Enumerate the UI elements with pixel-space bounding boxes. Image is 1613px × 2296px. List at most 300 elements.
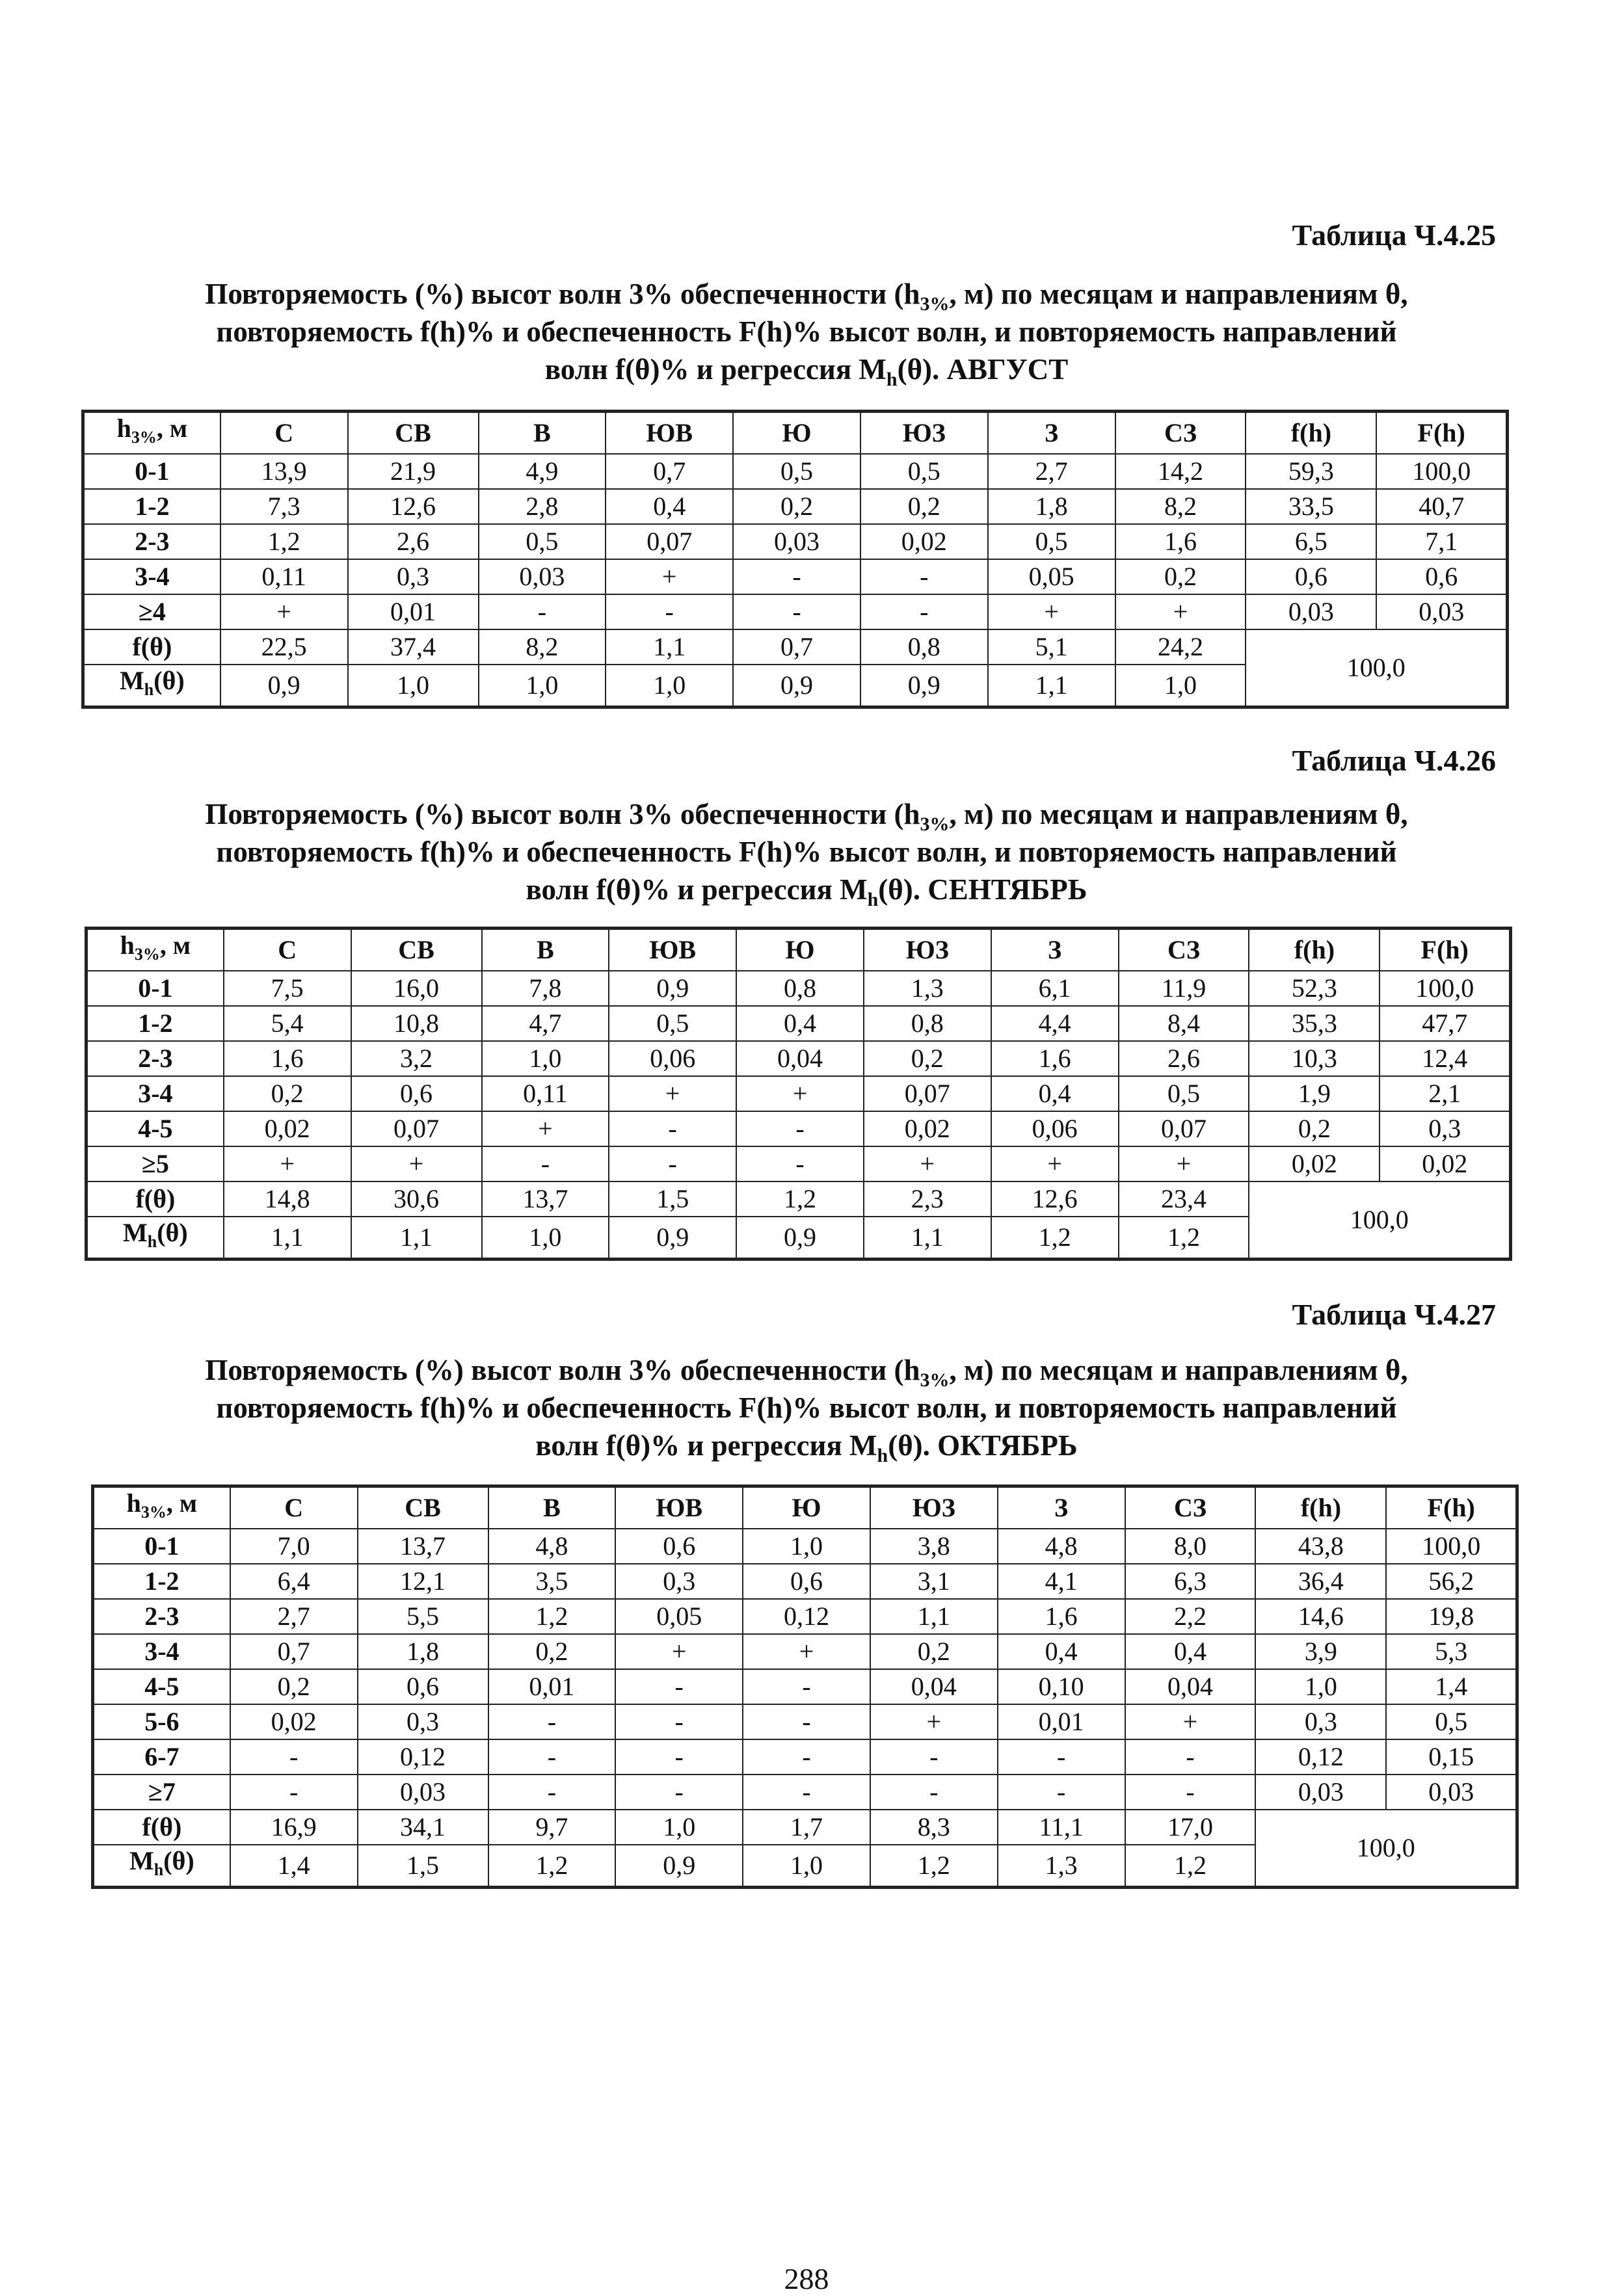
table-cell: + [609, 1076, 736, 1111]
column-header: СВ [348, 412, 479, 455]
table-cell: 1,2 [1119, 1217, 1249, 1260]
table-cell: 2,3 [864, 1181, 991, 1217]
row-header: 3-4 [93, 1634, 230, 1669]
table-cell: 3,8 [870, 1529, 998, 1564]
table-cell: - [870, 1775, 998, 1810]
column-header: f(h) [1255, 1486, 1386, 1529]
table-row [93, 1775, 1517, 1810]
table-cell: 0,6 [615, 1529, 743, 1564]
table-cell: 0,5 [1386, 1704, 1517, 1739]
table-row [93, 1564, 1517, 1599]
table-cell: 0,07 [1119, 1111, 1249, 1146]
table-cell: 0,10 [998, 1669, 1125, 1704]
table-cell: - [1125, 1739, 1256, 1775]
column-header: В [488, 1486, 616, 1529]
table-cell: 47,7 [1380, 1006, 1510, 1041]
table-cell: 0,07 [606, 524, 733, 559]
table-cell: + [743, 1634, 870, 1669]
table-cell: 2,1 [1380, 1076, 1510, 1111]
table-cell: 6,1 [991, 971, 1119, 1006]
table-cell: 3,9 [1255, 1634, 1386, 1669]
table-cell: 1,0 [1115, 665, 1246, 707]
table-cell: 0,9 [220, 665, 348, 707]
table-cell: 0,03 [1255, 1775, 1386, 1810]
table-cell: 0,6 [1376, 559, 1507, 594]
column-header: $h_{3\%}$, м [83, 412, 220, 455]
row-header: 0-1 [83, 454, 220, 489]
table-cell: + [351, 1146, 482, 1181]
table-cell: - [743, 1704, 870, 1739]
table-cell: - [733, 594, 860, 629]
table-cell: 12,4 [1380, 1041, 1510, 1076]
wave-table [91, 1484, 1519, 1889]
table-cell: 0,01 [488, 1669, 616, 1704]
table-number: Таблица Ч.4.25 [1292, 218, 1496, 252]
table-cell: 13,7 [482, 1181, 609, 1217]
table-cell: 1,5 [358, 1845, 488, 1888]
table-cell: 1,3 [864, 971, 991, 1006]
column-header: В [482, 929, 609, 971]
table-cell: 1,2 [1125, 1845, 1256, 1888]
table-cell: 37,4 [348, 629, 479, 665]
table-cell: + [606, 559, 733, 594]
table-cell: 0,3 [1255, 1704, 1386, 1739]
table-cell: + [991, 1146, 1119, 1181]
table-number: Таблица Ч.4.26 [1292, 744, 1496, 777]
table-cell: 4,7 [482, 1006, 609, 1041]
table-cell: 16,0 [351, 971, 482, 1006]
table-cell: 0,12 [1255, 1739, 1386, 1775]
table-cell: 0,12 [743, 1599, 870, 1634]
table-cell: 16,9 [230, 1810, 358, 1845]
table-cell: 52,3 [1249, 971, 1380, 1006]
table-cell: 0,03 [1376, 594, 1507, 629]
table-cell: - [488, 1775, 616, 1810]
table-cell: - [860, 594, 988, 629]
table-cell: + [1125, 1704, 1256, 1739]
table-cell: 7,3 [220, 489, 348, 524]
table-cell: 0,2 [230, 1669, 358, 1704]
column-header: f(h) [1246, 412, 1376, 455]
table-cell: 6,5 [1246, 524, 1376, 559]
row-header: f(θ) [83, 629, 220, 665]
table-cell: 6,3 [1125, 1564, 1256, 1599]
table-cell: 0,3 [615, 1564, 743, 1599]
row-header: ≥7 [93, 1775, 230, 1810]
table-row [93, 1739, 1517, 1775]
table-cell: 5,5 [358, 1599, 488, 1634]
table-cell: 59,3 [1246, 454, 1376, 489]
f-theta-row [93, 1810, 1517, 1845]
table-row [93, 1529, 1517, 1564]
table-cell: 0,9 [609, 971, 736, 1006]
table-number: Таблица Ч.4.27 [1292, 1298, 1496, 1331]
column-header: СВ [351, 929, 482, 971]
table-cell: 0,02 [224, 1111, 351, 1146]
column-header: F(h) [1386, 1486, 1517, 1529]
table-cell: 5,3 [1386, 1634, 1517, 1669]
table-cell: 7,8 [482, 971, 609, 1006]
table-cell: 0,9 [733, 665, 860, 707]
table-cell: - [736, 1111, 864, 1146]
row-header: 1-2 [87, 1006, 224, 1041]
table-cell: 0,5 [988, 524, 1115, 559]
table-cell: - [609, 1111, 736, 1146]
row-header: 1-2 [83, 489, 220, 524]
column-header: ЮЗ [864, 929, 991, 971]
row-header: 3-4 [83, 559, 220, 594]
table-cell: + [870, 1704, 998, 1739]
table-cell: 0,03 [358, 1775, 488, 1810]
table-cell: 0,7 [230, 1634, 358, 1669]
table-cell: 0,3 [348, 559, 479, 594]
table-cell: 6,4 [230, 1564, 358, 1599]
table-cell: - [998, 1739, 1125, 1775]
table-cell: 7,0 [230, 1529, 358, 1564]
table-cell: + [864, 1146, 991, 1181]
row-header: 0-1 [87, 971, 224, 1006]
table-cell: 1,2 [488, 1845, 616, 1888]
table-cell: - [615, 1669, 743, 1704]
table-cell: 12,6 [991, 1181, 1119, 1217]
table-cell: 0,2 [864, 1041, 991, 1076]
table-cell: 1,3 [998, 1845, 1125, 1888]
column-header: Ю [743, 1486, 870, 1529]
total-cell: 100,0 [1246, 629, 1507, 707]
table-cell: 1,2 [870, 1845, 998, 1888]
table-cell: + [988, 594, 1115, 629]
table-cell: 12,6 [348, 489, 479, 524]
table-cell: 14,2 [1115, 454, 1246, 489]
table-cell: 1,0 [482, 1041, 609, 1076]
total-cell: 100,0 [1249, 1181, 1510, 1260]
table-cell: 0,5 [860, 454, 988, 489]
table-caption-line: повторяемость f(h)% и обеспеченность F(h)% высот волн, и повторяемость направлений [216, 315, 1397, 348]
table-cell: 1,6 [991, 1041, 1119, 1076]
column-header: ЮВ [615, 1486, 743, 1529]
table-cell: 14,8 [224, 1181, 351, 1217]
row-header: 4-5 [93, 1669, 230, 1704]
column-header: СЗ [1119, 929, 1249, 971]
table-cell: 0,15 [1386, 1739, 1517, 1775]
table-cell: - [609, 1146, 736, 1181]
table-cell: 0,5 [479, 524, 606, 559]
table-cell: 0,2 [224, 1076, 351, 1111]
table-cell: 0,7 [733, 629, 860, 665]
table-cell: 8,2 [1115, 489, 1246, 524]
table-cell: 2,6 [348, 524, 479, 559]
table-caption-line: Повторяемость (%) высот волн 3% обеспеченности ($h_{3\%}$, м) по месяцам и направлениям θ, [205, 1354, 1408, 1391]
table-cell: 11,1 [998, 1810, 1125, 1845]
table-cell: 7,5 [224, 971, 351, 1006]
table-cell: 23,4 [1119, 1181, 1249, 1217]
table-cell: - [733, 559, 860, 594]
table-cell: - [736, 1146, 864, 1181]
row-header: 2-3 [93, 1599, 230, 1634]
table-cell: 8,3 [870, 1810, 998, 1845]
table-cell: 0,03 [1246, 594, 1376, 629]
header-row [93, 1486, 1517, 1529]
table-cell: + [615, 1634, 743, 1669]
table-cell: 1,1 [351, 1217, 482, 1260]
table-cell: 0,02 [230, 1704, 358, 1739]
table-cell: 36,4 [1255, 1564, 1386, 1599]
table-cell: 1,2 [736, 1181, 864, 1217]
table-cell: 14,6 [1255, 1599, 1386, 1634]
table-cell: 0,06 [991, 1111, 1119, 1146]
table-cell: 0,02 [864, 1111, 991, 1146]
table-cell: - [743, 1775, 870, 1810]
column-header: СВ [358, 1486, 488, 1529]
table-cell: 0,9 [615, 1845, 743, 1888]
table-cell: 19,8 [1386, 1599, 1517, 1634]
table-cell: 0,06 [609, 1041, 736, 1076]
row-header: ≥5 [87, 1146, 224, 1181]
table-cell: 1,1 [606, 629, 733, 665]
table-cell: 56,2 [1386, 1564, 1517, 1599]
table-cell: 0,2 [870, 1634, 998, 1669]
table-cell: 100,0 [1380, 971, 1510, 1006]
table-cell: - [606, 594, 733, 629]
table-caption-line: волн f(θ)% и регрессия $M_h(\theta)$. АВГУСТ [544, 353, 1069, 390]
column-header: С [220, 412, 348, 455]
table-cell: 1,1 [870, 1599, 998, 1634]
total-cell: 100,0 [1255, 1810, 1517, 1888]
column-header: В [479, 412, 606, 455]
row-header: 6-7 [93, 1739, 230, 1775]
table-cell: 2,6 [1119, 1041, 1249, 1076]
table-cell: 1,0 [743, 1529, 870, 1564]
table-cell: - [1125, 1775, 1256, 1810]
row-header: $M_h(\theta)$ [87, 1217, 224, 1260]
table-cell: 4,9 [479, 454, 606, 489]
table-cell: - [479, 594, 606, 629]
table-cell: 0,03 [1386, 1775, 1517, 1810]
table-cell: 1,1 [864, 1217, 991, 1260]
table-cell: 0,4 [736, 1006, 864, 1041]
table-cell: 0,04 [736, 1041, 864, 1076]
table-cell: + [224, 1146, 351, 1181]
table-cell: 1,1 [224, 1217, 351, 1260]
table-cell: 3,2 [351, 1041, 482, 1076]
table-cell: 0,4 [1125, 1634, 1256, 1669]
column-header: СЗ [1125, 1486, 1256, 1529]
table-cell: 3,1 [870, 1564, 998, 1599]
table-cell: 0,02 [860, 524, 988, 559]
table-caption-line: волн f(θ)% и регрессия $M_h(\theta)$. СЕНТЯБРЬ [526, 873, 1087, 910]
table-cell: - [488, 1704, 616, 1739]
table-cell: + [482, 1111, 609, 1146]
column-header: F(h) [1376, 412, 1507, 455]
table-cell: 0,8 [860, 629, 988, 665]
table-cell: 8,0 [1125, 1529, 1256, 1564]
table-cell: 1,0 [606, 665, 733, 707]
table-cell: 1,0 [743, 1845, 870, 1888]
table-cell: 33,5 [1246, 489, 1376, 524]
row-header: 0-1 [93, 1529, 230, 1564]
table-cell: - [615, 1704, 743, 1739]
row-header: 2-3 [83, 524, 220, 559]
table-cell: 0,6 [358, 1669, 488, 1704]
table-caption-line: волн f(θ)% и регрессия $M_h(\theta)$. ОКТЯБРЬ [535, 1429, 1078, 1466]
table-cell: + [1115, 594, 1246, 629]
table-cell: 1,0 [482, 1217, 609, 1260]
table-caption-line: повторяемость f(h)% и обеспеченность F(h)% высот волн, и повторяемость направлений [216, 1392, 1397, 1424]
table-cell: 1,0 [615, 1810, 743, 1845]
table-cell: 17,0 [1125, 1810, 1256, 1845]
row-header: ≥4 [83, 594, 220, 629]
column-header: ЮЗ [860, 412, 988, 455]
table-caption-line: Повторяемость (%) высот волн 3% обеспеченности ($h_{3\%}$, м) по месяцам и направлениям θ, [205, 798, 1408, 835]
table-cell: 0,9 [609, 1217, 736, 1260]
table-cell: 7,1 [1376, 524, 1507, 559]
table-cell: - [998, 1775, 1125, 1810]
table-cell: 0,8 [864, 1006, 991, 1041]
row-header: 5-6 [93, 1704, 230, 1739]
table-cell: 30,6 [351, 1181, 482, 1217]
table-cell: 0,12 [358, 1739, 488, 1775]
row-header: 2-3 [87, 1041, 224, 1076]
column-header: ЮЗ [870, 1486, 998, 1529]
table-cell: 0,4 [991, 1076, 1119, 1111]
table-cell: 0,04 [1125, 1669, 1256, 1704]
table-cell: 0,11 [220, 559, 348, 594]
table-cell: 0,07 [864, 1076, 991, 1111]
table-cell: 0,5 [1119, 1076, 1249, 1111]
table-cell: - [743, 1739, 870, 1775]
table-cell: 0,6 [351, 1076, 482, 1111]
table-cell: 1,6 [1115, 524, 1246, 559]
table-cell: 0,9 [736, 1217, 864, 1260]
column-header: С [224, 929, 351, 971]
column-header: Ю [733, 412, 860, 455]
column-header: ЮВ [606, 412, 733, 455]
column-header: ЮВ [609, 929, 736, 971]
table-cell: 1,2 [220, 524, 348, 559]
table-cell: 10,8 [351, 1006, 482, 1041]
table-cell: 5,4 [224, 1006, 351, 1041]
column-header: СЗ [1115, 412, 1246, 455]
table-cell: 0,4 [998, 1634, 1125, 1669]
table-cell: + [220, 594, 348, 629]
row-header: $M_h(\theta)$ [83, 665, 220, 707]
table-cell: 1,6 [998, 1599, 1125, 1634]
table-caption-line: Повторяемость (%) высот волн 3% обеспеченности ($h_{3\%}$, м) по месяцам и направлениям θ, [205, 278, 1408, 315]
table-row [93, 1704, 1517, 1739]
table-cell: 1,4 [230, 1845, 358, 1888]
table-cell: 4,4 [991, 1006, 1119, 1041]
page-number: 288 [784, 2262, 829, 2295]
table-cell: - [860, 559, 988, 594]
table-cell: - [230, 1739, 358, 1775]
table-cell: 8,2 [479, 629, 606, 665]
table-cell: 0,2 [488, 1634, 616, 1669]
table-row [93, 1669, 1517, 1704]
column-header: f(h) [1249, 929, 1380, 971]
table-cell: 0,03 [733, 524, 860, 559]
table-cell: - [615, 1775, 743, 1810]
table-cell: 10,3 [1249, 1041, 1380, 1076]
table-cell: 0,01 [998, 1704, 1125, 1739]
table-cell: - [230, 1775, 358, 1810]
table-cell: 1,5 [609, 1181, 736, 1217]
column-header: С [230, 1486, 358, 1529]
table-cell: 0,05 [988, 559, 1115, 594]
column-header: $h_{3\%}$, м [93, 1486, 230, 1529]
table-cell: 0,9 [860, 665, 988, 707]
table-cell: 5,1 [988, 629, 1115, 665]
column-header: F(h) [1380, 929, 1510, 971]
table-cell: 34,1 [358, 1810, 488, 1845]
column-header: З [991, 929, 1119, 971]
table-cell: 4,8 [488, 1529, 616, 1564]
table-cell: 0,2 [1249, 1111, 1380, 1146]
table-caption-line: повторяемость f(h)% и обеспеченность F(h)% высот волн, и повторяемость направлений [216, 836, 1397, 868]
table-cell: 35,3 [1249, 1006, 1380, 1041]
table-cell: 1,0 [348, 665, 479, 707]
table-cell: 0,3 [358, 1704, 488, 1739]
table-row [93, 1599, 1517, 1634]
table-cell: 0,11 [482, 1076, 609, 1111]
table-cell: 0,04 [870, 1669, 998, 1704]
table-cell: 22,5 [220, 629, 348, 665]
table-cell: 0,3 [1380, 1111, 1510, 1146]
table-cell: 1,1 [988, 665, 1115, 707]
table-cell: 0,6 [1246, 559, 1376, 594]
table-cell: + [736, 1076, 864, 1111]
table-cell: 0,02 [1249, 1146, 1380, 1181]
table-cell: 1,2 [991, 1217, 1119, 1260]
table-cell: 43,8 [1255, 1529, 1386, 1564]
row-header: 1-2 [93, 1564, 230, 1599]
table-cell: - [488, 1739, 616, 1775]
table-cell: 1,2 [488, 1599, 616, 1634]
table-cell: 4,8 [998, 1529, 1125, 1564]
row-header: f(θ) [93, 1810, 230, 1845]
table-cell: - [743, 1669, 870, 1704]
table-cell: 0,4 [606, 489, 733, 524]
table-cell: 0,8 [736, 971, 864, 1006]
table-cell: 40,7 [1376, 489, 1507, 524]
table-cell: 13,7 [358, 1529, 488, 1564]
table-cell: 0,01 [348, 594, 479, 629]
table-cell: 1,0 [1255, 1669, 1386, 1704]
row-header: 4-5 [87, 1111, 224, 1146]
table-cell: 0,5 [733, 454, 860, 489]
table-cell: 8,4 [1119, 1006, 1249, 1041]
table-cell: 1,6 [224, 1041, 351, 1076]
table-cell: 2,2 [1125, 1599, 1256, 1634]
row-header: 3-4 [87, 1076, 224, 1111]
table-cell: 21,9 [348, 454, 479, 489]
table-cell: 100,0 [1386, 1529, 1517, 1564]
table-cell: 0,07 [351, 1111, 482, 1146]
column-header: Ю [736, 929, 864, 971]
table-cell: 0,05 [615, 1599, 743, 1634]
table-cell: 11,9 [1119, 971, 1249, 1006]
table-cell: 100,0 [1376, 454, 1507, 489]
table-row [93, 1634, 1517, 1669]
table-cell: - [870, 1739, 998, 1775]
row-header: $M_h(\theta)$ [93, 1845, 230, 1888]
table-cell: 2,8 [479, 489, 606, 524]
table-cell: + [1119, 1146, 1249, 1181]
table-cell: 1,8 [988, 489, 1115, 524]
table-cell: 9,7 [488, 1810, 616, 1845]
table-cell: 0,2 [733, 489, 860, 524]
table-cell: 2,7 [230, 1599, 358, 1634]
table-cell: 24,2 [1115, 629, 1246, 665]
